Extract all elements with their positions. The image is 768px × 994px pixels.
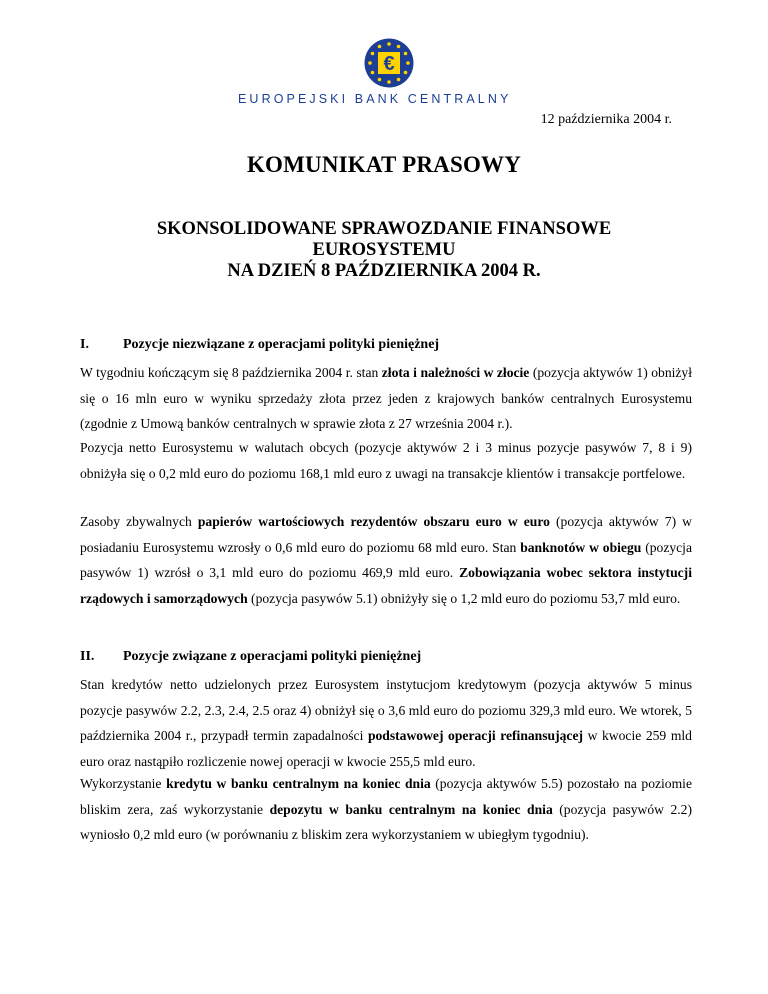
section-title: Pozycje związane z operacjami polityki pieniężnej	[123, 649, 422, 664]
bank-name: EUROPEJSKI BANK CENTRALNY	[238, 92, 512, 106]
paragraph: Wykorzystanie kredytu w banku centralnym na koniec dnia (pozycja aktywów 5.5) pozostało na poziomie bliskim zera, zaś wykorzystanie depozytu w banku centralnym na koniec dnia (pozycja pasywów 2.2) wyniosło 0,2 mld euro (w porównaniu z bliskim zera wykorzystaniem w ubiegłym tygodniu).	[80, 776, 693, 842]
paragraph: Zasoby zbywalnych papierów wartościowych rezydentów obszaru euro w euro (pozycja aktywów 7) w posiadaniu Eurosystemu wzrosły o 0,6 mld euro do poziomu 68 mld euro. Stan banknotów w obiegu (pozycja pasywów 1) wzrósł o 3,1 mld euro do poziomu 469,9 mld euro. Zobowiązania wobec sektora instytucji rządowych i samorządowych (pozycja pasywów 5.1) obniżyły się o 1,2 mld euro do poziomu 53,7 mld euro.	[80, 514, 692, 606]
paragraph: W tygodniu kończącym się 8 października 2004 r. stan złota i należności w złocie (pozycja aktywów 1) obniżył się o 16 mln euro w wyniku sprzedaży złota przez jeden z krajowych banków centralnych Eurosystemu (zgodnie z Umową banków centralnych w sprawie złota z 27 września 2004 r.).	[80, 365, 693, 431]
section-heading-2	[80, 649, 692, 665]
section-number: I.	[80, 337, 89, 352]
release-date: 12 października 2004 r.	[540, 112, 672, 127]
page-title: KOMUNIKAT PRASOWY	[246, 152, 522, 177]
section-heading-1	[80, 337, 692, 353]
section-number: II.	[80, 649, 95, 664]
paragraph: Pozycja netto Eurosystemu w walutach obcych (pozycje aktywów 2 i 3 minus pozycje pasywów 7, 8 i 9) obniżyła się o 0,2 mld euro do poziomu 168,1 mld euro z uwagi na transakcje klientów i transakcje portfelowe.	[80, 440, 692, 481]
euro-symbol: €	[383, 53, 395, 75]
subtitle-line: EUROSYSTEMU	[312, 240, 456, 260]
paragraph: Stan kredytów netto udzielonych przez Eurosystem instytucjom kredytowym (pozycja aktywów 5 minus pozycje pasywów 2.2, 2.3, 2.4, 2.5 oraz 4) obniżył się o 3,6 mld euro do poziomu 329,3 mld euro. We wtorek, 5 października 2004 r., przypadł termin zapadalności podstawowej operacji refinansującej w kwocie 259 mld euro oraz nastąpiło rozliczenie nowej operacji w kwocie 255,5 mld euro.	[80, 677, 692, 769]
document-subtitle	[100, 219, 668, 282]
subtitle-line: NA DZIEŃ 8 PAŹDZIERNIKA 2004 R.	[227, 261, 541, 281]
ecb-logo	[364, 38, 414, 88]
section-title: Pozycje niezwiązane z operacjami polityki pieniężnej	[123, 337, 440, 352]
subtitle-line: SKONSOLIDOWANE SPRAWOZDANIE FINANSOWE	[156, 219, 612, 239]
